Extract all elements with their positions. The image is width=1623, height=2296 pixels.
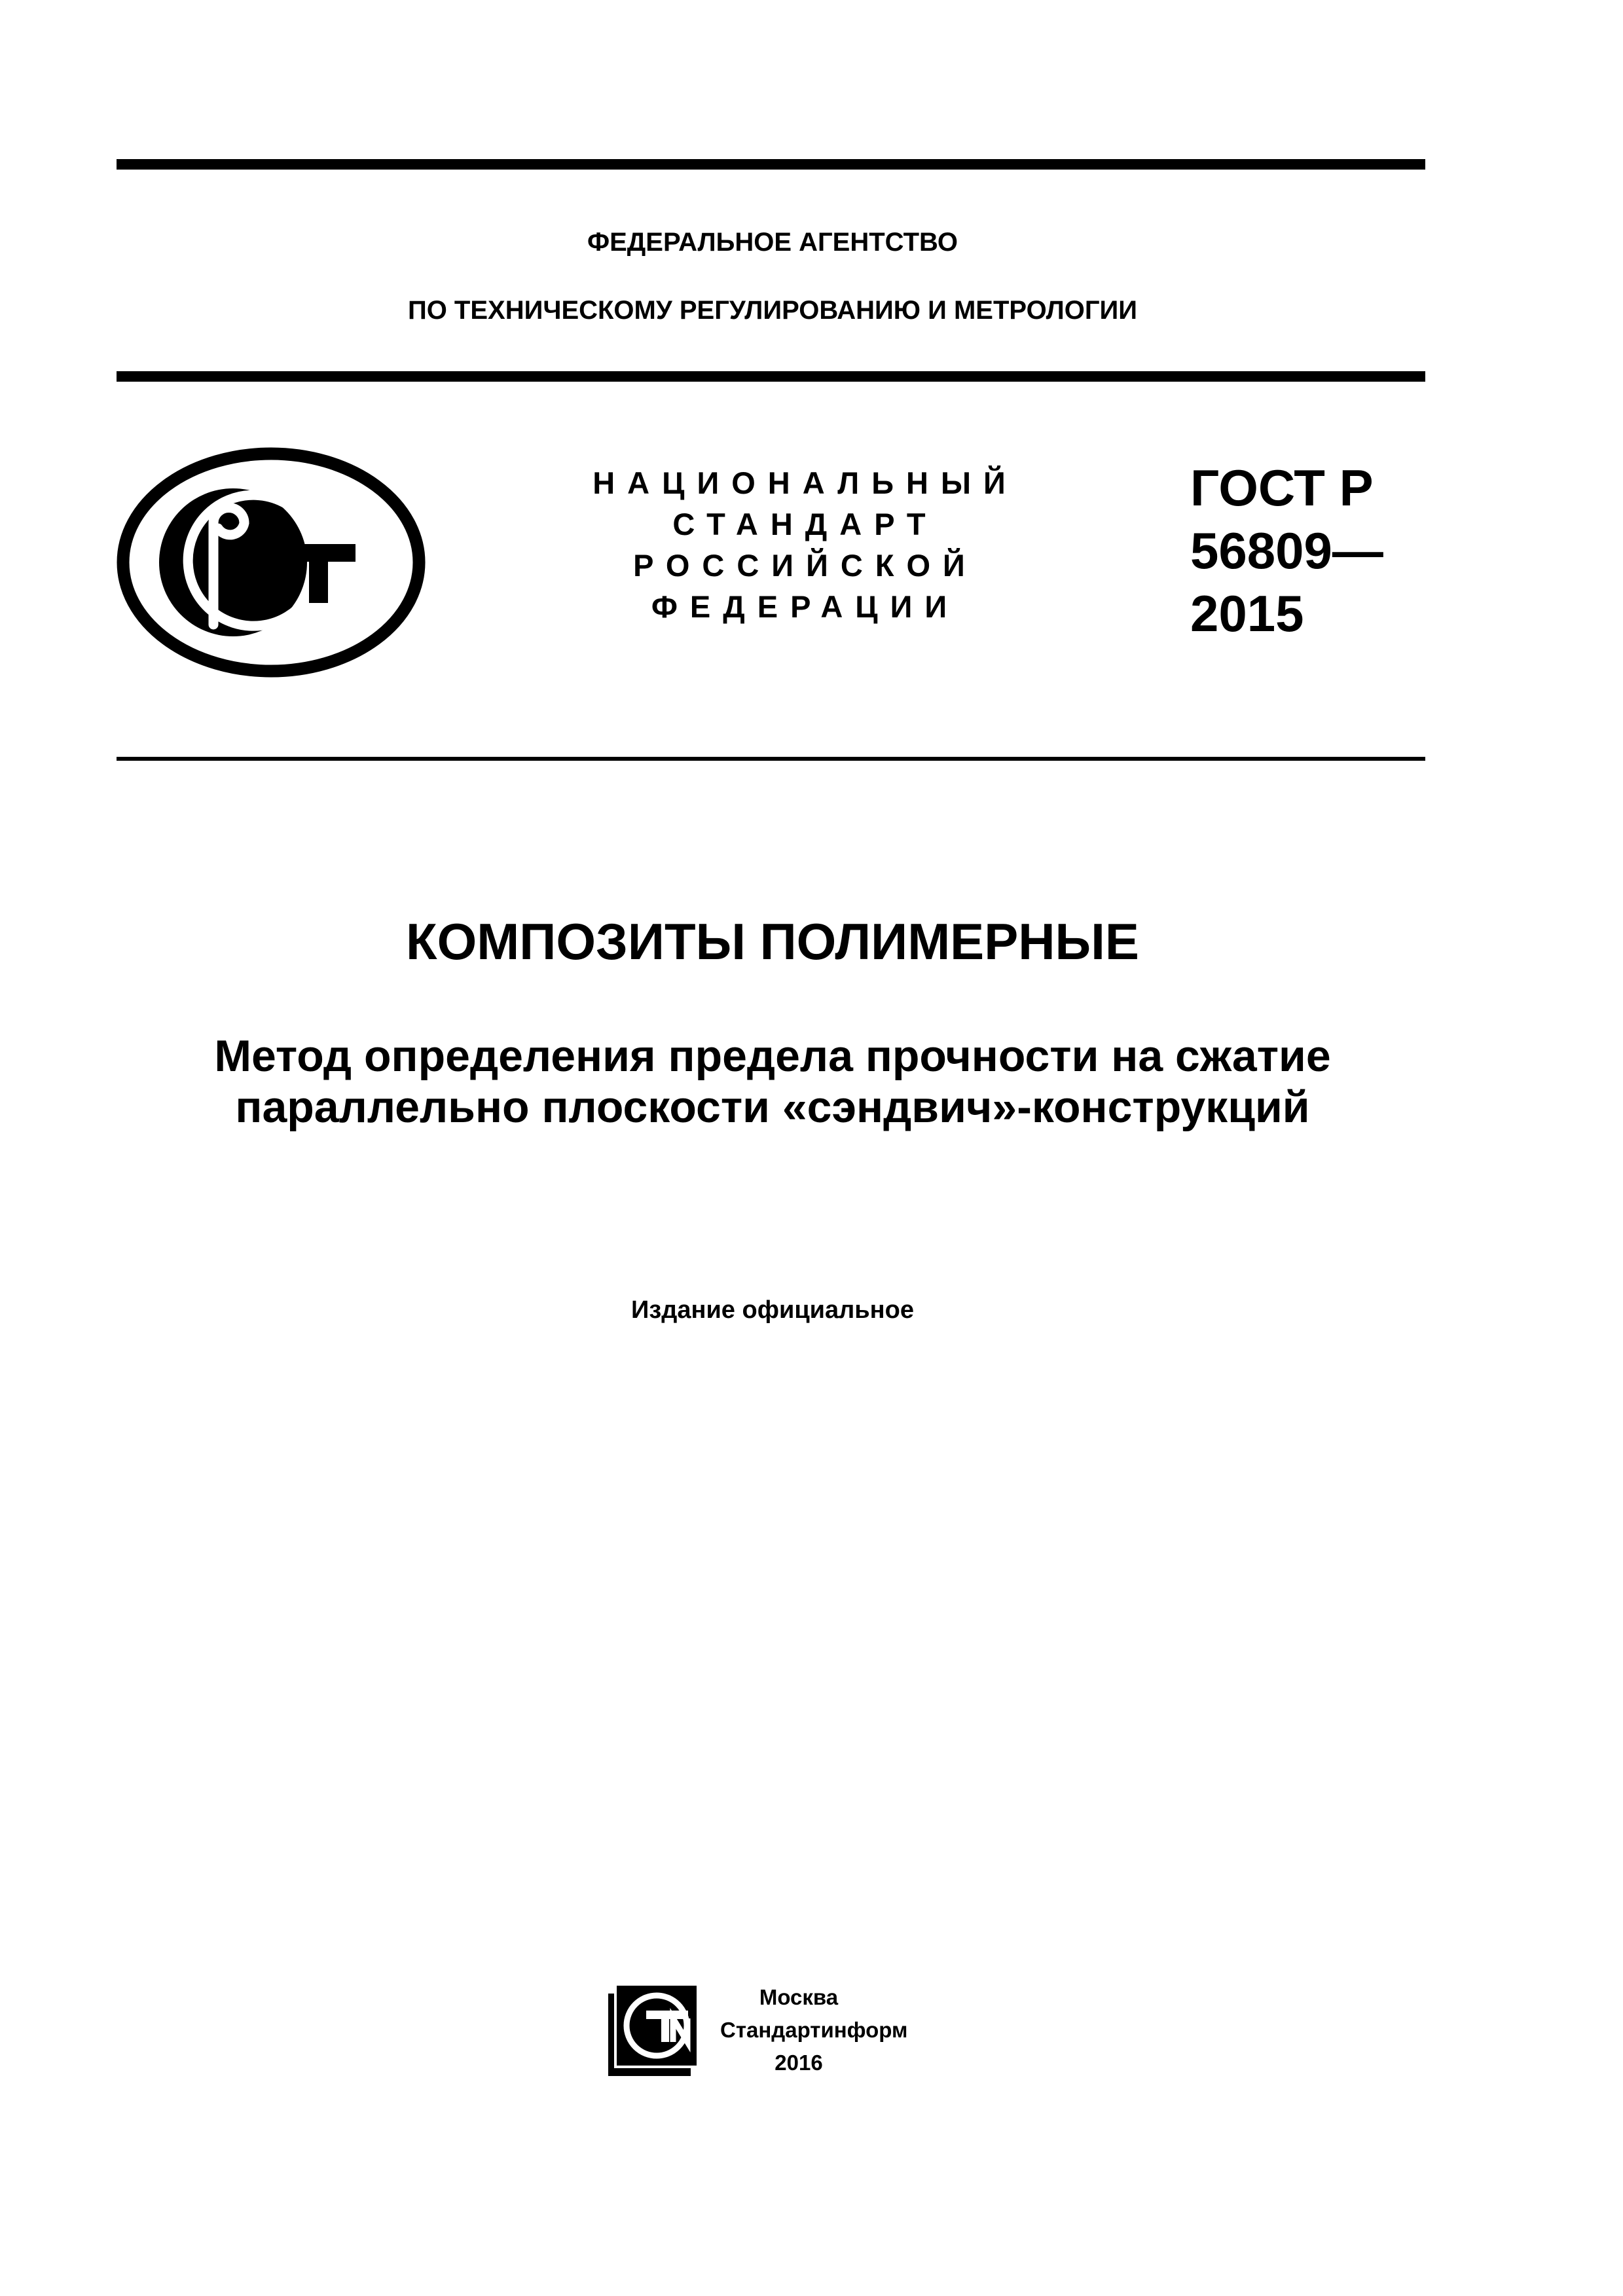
national-standard-label xyxy=(576,462,1034,627)
publisher-imprint xyxy=(720,1981,908,2079)
national-label-line: ФЕДЕРАЦИИ xyxy=(651,589,960,624)
agency-name-line-1: ФЕДЕРАЛЬНОЕ АГЕНТСТВО xyxy=(587,228,958,257)
agency-name-line-2: ПО ТЕХНИЧЕСКОМУ РЕГУЛИРОВАНИЮ И МЕТРОЛОГИИ xyxy=(407,296,1138,325)
title-divider xyxy=(117,757,1425,761)
publisher-name: Стандартинформ xyxy=(720,2018,908,2042)
standard-code-line: ГОСТ Р xyxy=(1190,459,1374,517)
document-subtitle xyxy=(117,1030,1429,1133)
top-divider xyxy=(117,159,1425,170)
standard-code-line: 2015 xyxy=(1190,585,1304,642)
document-title: КОМПОЗИТЫ ПОЛИМЕРНЫЕ xyxy=(406,913,1139,970)
edition-label: Издание официальное xyxy=(631,1296,914,1324)
standartinform-logo-icon xyxy=(606,1980,704,2082)
header-divider xyxy=(117,371,1425,382)
national-label-line: РОССИЙСКОЙ xyxy=(633,548,977,583)
national-label-line: НАЦИОНАЛЬНЫЙ xyxy=(593,465,1018,500)
national-label-line: СТАНДАРТ xyxy=(672,507,938,541)
gost-r-logo-icon xyxy=(117,447,426,678)
subtitle-line: параллельно плоскости «сэндвич»-конструкций xyxy=(235,1082,1310,1132)
publication-year: 2016 xyxy=(775,2050,823,2075)
standard-code xyxy=(1190,456,1383,645)
publisher-city: Москва xyxy=(759,1985,839,2009)
standard-code-line: 56809— xyxy=(1190,522,1383,579)
subtitle-line: Метод определения предела прочности на сжатие xyxy=(214,1031,1331,1081)
